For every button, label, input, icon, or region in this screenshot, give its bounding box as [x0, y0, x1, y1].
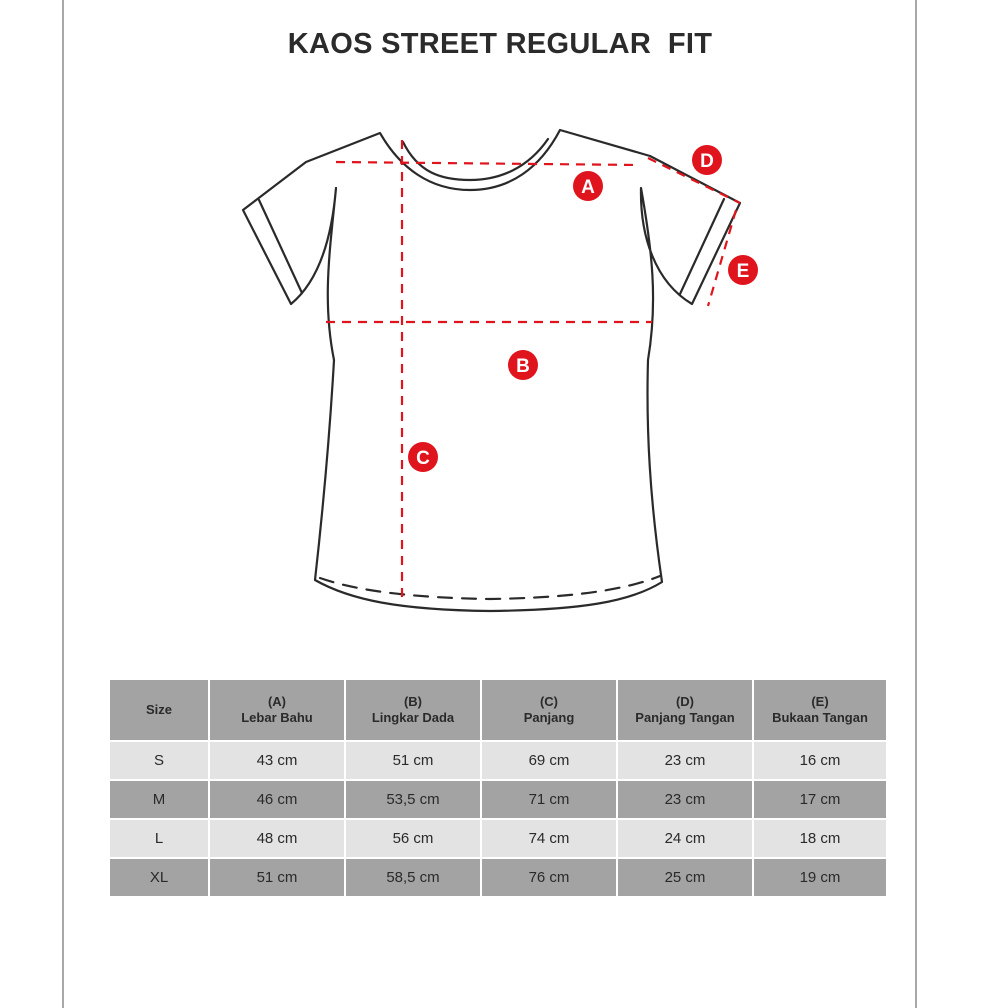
svg-text:D: D	[700, 151, 714, 172]
value-cell: 48 cm	[210, 820, 344, 859]
value-cell: 76 cm	[482, 859, 616, 898]
value-cell: 69 cm	[482, 742, 616, 781]
value-cell: 17 cm	[754, 781, 886, 820]
header-col-e: (E) Bukaan Tangan	[754, 680, 886, 742]
svg-text:A: A	[581, 177, 595, 198]
table-row	[110, 820, 886, 859]
header-col-c: (C) Panjang	[482, 680, 616, 742]
svg-text:B: B	[516, 356, 530, 377]
size-chart-table	[108, 680, 888, 898]
value-cell: 74 cm	[482, 820, 616, 859]
header-size: Size	[110, 680, 208, 742]
bottom-hem-stitch	[320, 576, 660, 599]
value-cell: 46 cm	[210, 781, 344, 820]
value-cell: 71 cm	[482, 781, 616, 820]
value-cell: 23 cm	[618, 742, 752, 781]
right-sleeve-hem	[680, 199, 724, 294]
size-cell: S	[110, 742, 208, 781]
value-cell: 53,5 cm	[346, 781, 480, 820]
table-row	[110, 781, 886, 820]
header-col-d: (D) Panjang Tangan	[618, 680, 752, 742]
marker-d	[692, 145, 722, 175]
marker-a	[573, 171, 603, 201]
value-cell: 56 cm	[346, 820, 480, 859]
collar-inner	[403, 139, 548, 180]
value-cell: 18 cm	[754, 820, 886, 859]
header-col-b: (B) Lingkar Dada	[346, 680, 480, 742]
value-cell: 19 cm	[754, 859, 886, 898]
value-cell: 51 cm	[210, 859, 344, 898]
page-title: KAOS STREET REGULAR FIT	[287, 28, 713, 60]
value-cell: 58,5 cm	[346, 859, 480, 898]
size-cell: L	[110, 820, 208, 859]
tshirt-outline	[243, 130, 740, 611]
guide-a-shoulder	[336, 162, 640, 165]
marker-c	[408, 442, 438, 472]
left-sleeve-hem	[259, 200, 302, 293]
marker-e	[728, 255, 758, 285]
size-cell: XL	[110, 859, 208, 898]
value-cell: 51 cm	[346, 742, 480, 781]
table-row	[110, 859, 886, 898]
value-cell: 43 cm	[210, 742, 344, 781]
table-header-row	[110, 680, 886, 742]
size-cell: M	[110, 781, 208, 820]
table-row	[110, 742, 886, 781]
header-col-a: (A) Lebar Bahu	[210, 680, 344, 742]
svg-text:E: E	[736, 261, 750, 282]
value-cell: 23 cm	[618, 781, 752, 820]
value-cell: 25 cm	[618, 859, 752, 898]
value-cell: 16 cm	[754, 742, 886, 781]
svg-text:C: C	[416, 448, 430, 469]
value-cell: 24 cm	[618, 820, 752, 859]
marker-b	[508, 350, 538, 380]
